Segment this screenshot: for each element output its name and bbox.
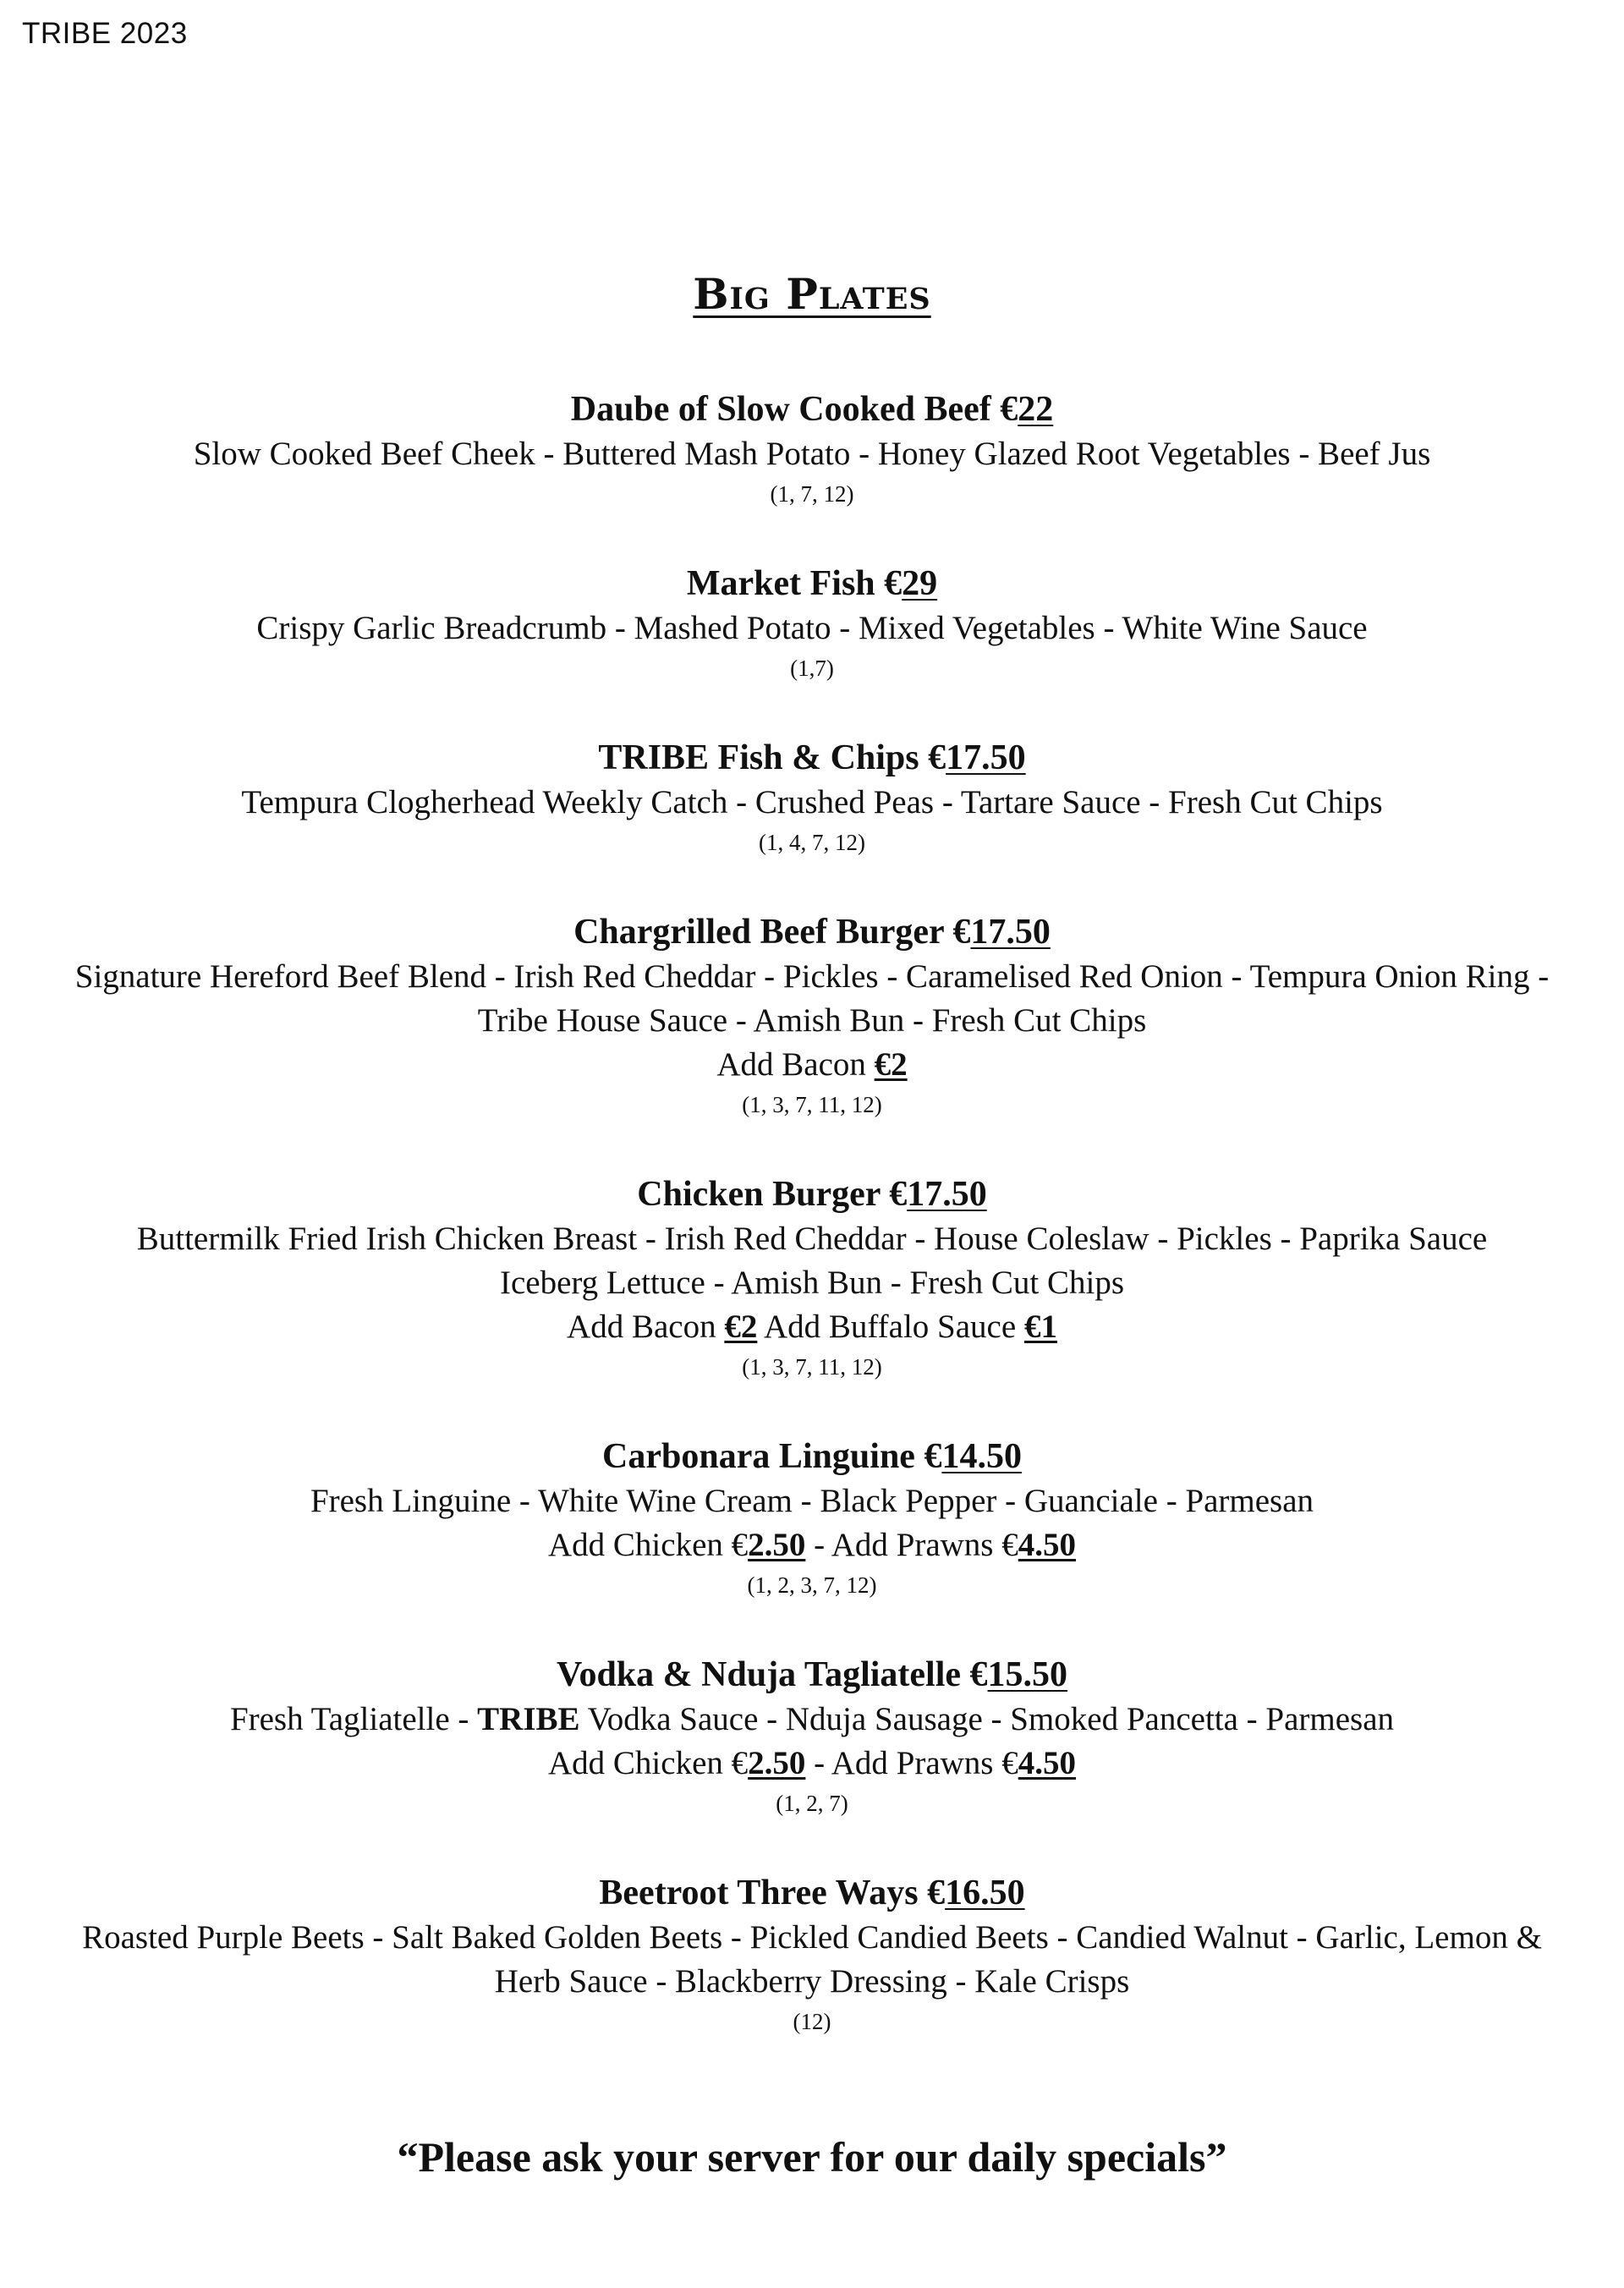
item-price: 15.50 — [987, 1655, 1068, 1694]
item-description: Tempura Clogherhead Weekly Catch - Crushed Peas - Tartare Sauce - Fresh Cut Chips — [241, 784, 1383, 820]
item-extras — [0, 1523, 1624, 1567]
menu-item — [0, 735, 1624, 860]
extra-label: Add Bacon — [567, 1309, 716, 1345]
item-currency: € — [952, 913, 971, 952]
item-currency: € — [889, 1175, 908, 1214]
item-heading — [0, 1434, 1624, 1479]
item-description — [0, 1698, 1624, 1742]
item-allergens: (1, 2, 7) — [776, 1791, 848, 1816]
item-heading — [0, 1870, 1624, 1916]
extra-price: 2.50 — [748, 1527, 806, 1563]
item-heading — [0, 1171, 1624, 1217]
item-description: Crispy Garlic Breadcrumb - Mashed Potato - Mixed Vegetables - White Wine Sauce — [256, 610, 1368, 646]
menu-item — [0, 909, 1624, 1122]
item-heading — [0, 735, 1624, 781]
item-allergens: (12) — [793, 2009, 831, 2034]
item-price: 14.50 — [941, 1437, 1022, 1476]
item-price: 17.50 — [946, 738, 1026, 777]
item-name: Market Fish — [686, 564, 875, 603]
item-price: 17.50 — [907, 1175, 987, 1214]
extra-label: Add Chicken € — [548, 1745, 749, 1781]
item-currency: € — [927, 1874, 946, 1912]
item-description-line: Herb Sauce - Blackberry Dressing - Kale Crisps — [494, 1963, 1130, 2000]
menu-item — [0, 561, 1624, 686]
item-allergens: (1, 7, 12) — [770, 481, 854, 507]
extra-price: 4.50 — [1018, 1527, 1076, 1563]
extra-label: - Add Prawns € — [814, 1527, 1018, 1563]
menu-item — [0, 1870, 1624, 2039]
item-allergens: (1, 3, 7, 11, 12) — [742, 1354, 882, 1380]
item-name: Chicken Burger — [637, 1175, 881, 1214]
menu-item — [0, 1434, 1624, 1603]
item-allergens: (1, 3, 7, 11, 12) — [742, 1092, 882, 1117]
item-extras — [0, 1043, 1624, 1087]
extra-label: - Add Prawns € — [814, 1745, 1018, 1781]
item-description-line: Roasted Purple Beets - Salt Baked Golden Beets - Pickled Candied Beets - Candied Walnut - Garlic, Lemon & — [82, 1919, 1542, 1956]
extra-price: €1 — [1023, 1309, 1057, 1345]
extra-price: €2 — [724, 1309, 758, 1345]
section-title: Big Plates — [693, 269, 931, 319]
item-currency: € — [924, 1437, 942, 1476]
item-description-line: Buttermilk Fried Irish Chicken Breast - Irish Red Cheddar - House Coleslaw - Pickles - Paprika Sauce — [136, 1221, 1488, 1257]
extra-price: €2 — [874, 1046, 908, 1083]
item-extras — [0, 1742, 1624, 1786]
item-heading — [0, 909, 1624, 955]
item-description-line: Iceberg Lettuce - Amish Bun - Fresh Cut Chips — [499, 1265, 1124, 1301]
extra-label: Add Buffalo Sauce — [763, 1309, 1017, 1345]
item-heading — [0, 561, 1624, 606]
item-currency: € — [884, 564, 903, 603]
item-currency: € — [928, 738, 946, 777]
menu-items — [0, 387, 1624, 2039]
description-brand: TRIBE — [477, 1701, 580, 1737]
extra-label: Add Bacon — [716, 1046, 866, 1083]
item-currency: € — [1000, 390, 1018, 429]
item-price: 22 — [1018, 390, 1054, 429]
item-currency: € — [969, 1655, 988, 1694]
item-description-line: Signature Hereford Beef Blend - Irish Red Cheddar - Pickles - Caramelised Red Onion - Tempura Onion Ring - — [74, 958, 1550, 995]
menu-item — [0, 1652, 1624, 1821]
item-price: 17.50 — [970, 913, 1051, 952]
document-label: TRIBE 2023 — [22, 17, 188, 50]
item-description: Slow Cooked Beef Cheek - Buttered Mash Potato - Honey Glazed Root Vegetables - Beef Jus — [193, 436, 1431, 472]
item-heading — [0, 1652, 1624, 1698]
item-description: Fresh Linguine - White Wine Cream - Black Pepper - Guanciale - Parmesan — [310, 1483, 1314, 1519]
item-price: 29 — [902, 564, 938, 603]
item-name: Beetroot Three Ways — [599, 1874, 919, 1912]
extra-price: 4.50 — [1018, 1745, 1076, 1781]
item-name: Vodka & Nduja Tagliatelle — [556, 1655, 962, 1694]
item-allergens: (1, 2, 3, 7, 12) — [747, 1572, 877, 1598]
item-name: TRIBE Fish & Chips — [598, 738, 919, 777]
item-extras — [0, 1305, 1624, 1349]
menu-item — [0, 1171, 1624, 1385]
extra-label: Add Chicken € — [548, 1527, 749, 1563]
item-price: 16.50 — [945, 1874, 1025, 1912]
item-name: Daube of Slow Cooked Beef — [570, 390, 991, 429]
description-text: Fresh Tagliatelle - — [229, 1701, 478, 1737]
extra-price: 2.50 — [748, 1745, 806, 1781]
description-text: Vodka Sauce - Nduja Sausage - Smoked Pancetta - Parmesan — [579, 1701, 1395, 1737]
item-name: Chargrilled Beef Burger — [573, 913, 944, 952]
item-description-line: Tribe House Sauce - Amish Bun - Fresh Cut Chips — [477, 1002, 1147, 1039]
item-name: Carbonara Linguine — [602, 1437, 915, 1476]
daily-specials-note: “Please ask your server for our daily specials” — [397, 2133, 1227, 2181]
menu-item — [0, 387, 1624, 512]
menu-section — [0, 269, 1624, 2181]
item-heading — [0, 387, 1624, 432]
item-allergens: (1,7) — [790, 656, 834, 681]
item-allergens: (1, 4, 7, 12) — [759, 830, 865, 855]
